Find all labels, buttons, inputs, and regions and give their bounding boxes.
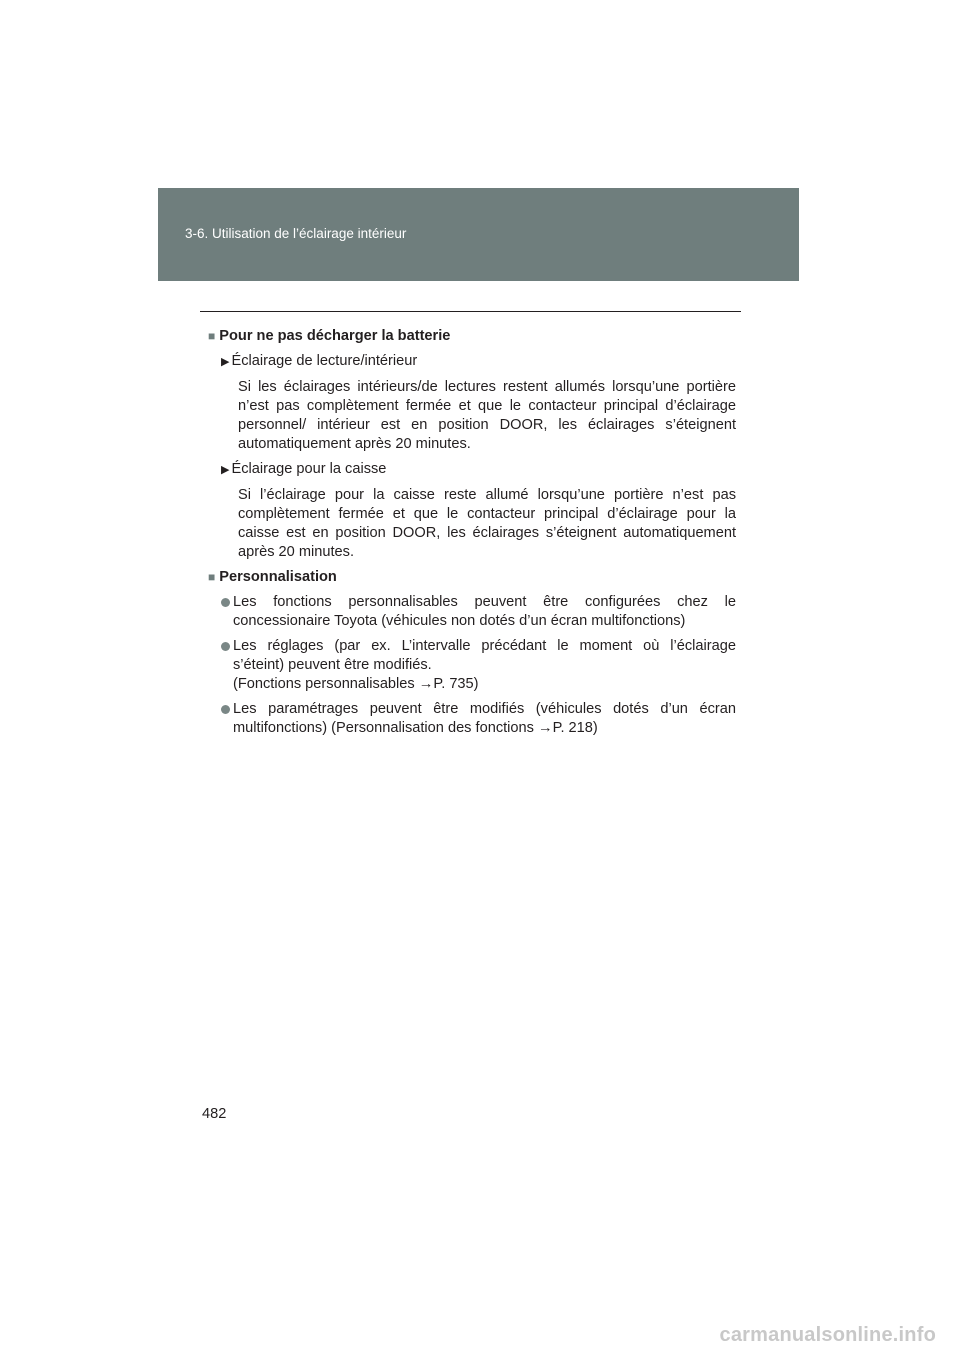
triangle-bullet-icon: ▶ (221, 356, 230, 368)
section-header (158, 188, 799, 281)
section-title: 3-6. Utilisation de l’éclairage intérieur (185, 226, 407, 241)
square-bullet-icon: ■ (208, 570, 216, 584)
paragraph-reading-light: Si les éclairages intérieurs/de lectures restent allumés lorsqu’une portière n’est pas complètement fermée et que le contacteur principal d’éclairage personnel/ intérieur est en position DOOR, les éclairages s’éteignent automatiquement après 20 minutes. (238, 379, 736, 452)
watermark: carmanualsonline.info (719, 1324, 936, 1346)
subheading-reading-light: ▶ Éclairage de lecture/intérieur (221, 353, 418, 369)
list-item: Les réglages (par ex. L’intervalle précédant le moment où l’éclairage s’éteint) peuvent être modifiés. (Fonctions personnalisables →P. 735) (208, 637, 736, 694)
square-bullet-icon: ■ (208, 329, 216, 343)
page-number: 482 (202, 1106, 227, 1122)
circle-bullet-icon (221, 705, 230, 714)
list-item: Les paramétrages peuvent être modifiés (véhicules dotés d’un écran multifonctions) (Personnalisation des fonctions →P. 218) (208, 700, 736, 738)
divider (200, 311, 741, 312)
circle-bullet-icon (221, 598, 230, 607)
list-item: Les fonctions personnalisables peuvent être configurées chez le concessionaire Toyota (véhicules non dotés d’un écran multifonctions) (208, 593, 736, 631)
triangle-bullet-icon: ▶ (221, 464, 230, 476)
main-content (208, 327, 736, 744)
heading-customization: ■ Personnalisation (208, 569, 337, 585)
circle-bullet-icon (221, 642, 230, 651)
subheading-bed-light: ▶ Éclairage pour la caisse (221, 461, 387, 477)
paragraph-bed-light: Si l’éclairage pour la caisse reste allumé lorsqu’une portière n’est pas complètement fermée et que le contacteur principal d’éclairage pour la caisse est en position DOOR, les éclairages s’éteignent automatiquement après 20 minutes. (238, 487, 736, 560)
heading-battery: ■ Pour ne pas décharger la batterie (208, 328, 451, 344)
